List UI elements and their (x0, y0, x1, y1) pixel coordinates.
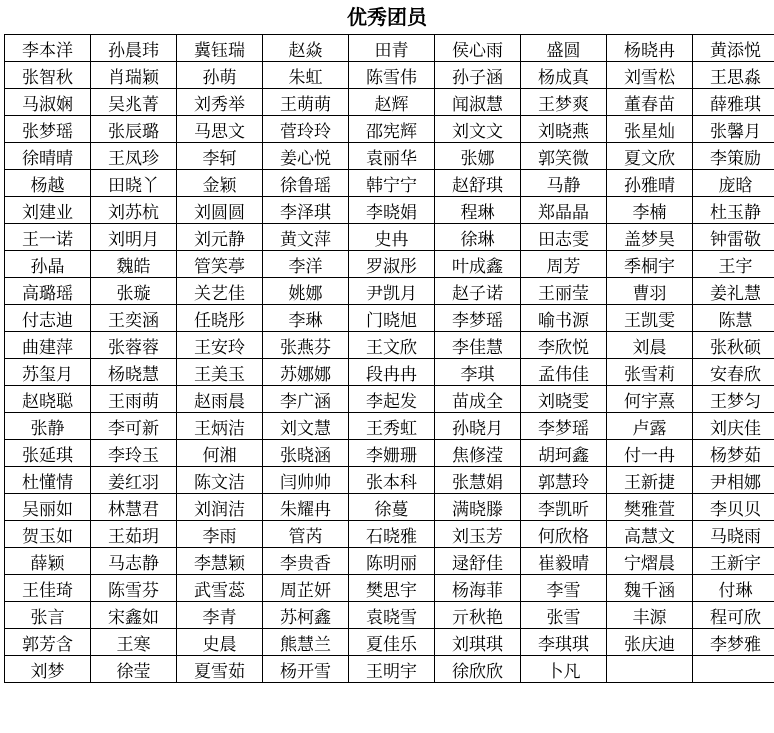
table-row (5, 62, 774, 89)
member-name-cell: 安春欣 (693, 359, 774, 386)
member-name-cell: 杜玉静 (693, 197, 774, 224)
member-name-cell: 刘晓燕 (521, 116, 607, 143)
member-name-cell: 张延琪 (5, 440, 91, 467)
member-name-cell: 王秀虹 (349, 413, 435, 440)
table-row (5, 494, 774, 521)
member-name-cell: 王文欣 (349, 332, 435, 359)
member-name-cell: 关艺佳 (177, 278, 263, 305)
member-name-cell: 李梦瑶 (435, 305, 521, 332)
member-name-cell: 刘晨 (607, 332, 693, 359)
member-name-cell: 刘秀举 (177, 89, 263, 116)
member-name-cell: 张梦瑶 (5, 116, 91, 143)
member-name-cell: 王新宇 (693, 548, 774, 575)
member-name-cell: 高慧文 (607, 521, 693, 548)
table-row (5, 251, 774, 278)
member-name-cell: 杨越 (5, 170, 91, 197)
member-name-cell: 苏柯鑫 (263, 602, 349, 629)
member-name-cell: 赵晓聪 (5, 386, 91, 413)
member-name-cell: 焦修滢 (435, 440, 521, 467)
table-row (5, 305, 774, 332)
member-name-cell (607, 656, 693, 683)
member-name-cell: 陈雪伟 (349, 62, 435, 89)
member-name-cell: 魏千涵 (607, 575, 693, 602)
member-name-cell: 李琳 (263, 305, 349, 332)
member-name-cell: 盖梦昊 (607, 224, 693, 251)
member-name-cell: 黄文萍 (263, 224, 349, 251)
member-name-cell: 袁晓雪 (349, 602, 435, 629)
member-name-cell: 李琪 (435, 359, 521, 386)
member-name-cell: 田志雯 (521, 224, 607, 251)
member-name-cell: 季桐宇 (607, 251, 693, 278)
member-name-cell: 魏皓 (91, 251, 177, 278)
member-name-cell: 张璇 (91, 278, 177, 305)
member-name-cell: 徐蔓 (349, 494, 435, 521)
member-name-cell: 张智秋 (5, 62, 91, 89)
member-name-cell (693, 656, 774, 683)
table-row (5, 197, 774, 224)
member-name-cell: 程可欣 (693, 602, 774, 629)
member-name-cell: 何宇熹 (607, 386, 693, 413)
member-name-cell: 薛雅琪 (693, 89, 774, 116)
member-name-cell: 郭笑微 (521, 143, 607, 170)
member-name-cell: 赵子诺 (435, 278, 521, 305)
member-name-cell: 王凯雯 (607, 305, 693, 332)
member-name-cell: 李欣悦 (521, 332, 607, 359)
member-name-cell: 卢露 (607, 413, 693, 440)
member-name-cell: 王宇 (693, 251, 774, 278)
member-name-cell: 武雪蕊 (177, 575, 263, 602)
member-name-cell: 徐琳 (435, 224, 521, 251)
member-name-cell: 逯舒佳 (435, 548, 521, 575)
member-name-cell: 刘琪琪 (435, 629, 521, 656)
member-name-cell: 闻淑慧 (435, 89, 521, 116)
member-name-cell: 刘雪松 (607, 62, 693, 89)
member-name-cell: 尹相娜 (693, 467, 774, 494)
member-name-cell: 田青 (349, 35, 435, 62)
page-title: 优秀团员 (347, 5, 427, 29)
table-row (5, 332, 774, 359)
member-name-cell: 夏文欣 (607, 143, 693, 170)
member-name-cell: 宁熠晨 (607, 548, 693, 575)
member-name-cell: 李琪琪 (521, 629, 607, 656)
roster-body (5, 35, 774, 683)
member-name-cell: 付琳 (693, 575, 774, 602)
member-name-cell: 陈慧 (693, 305, 774, 332)
member-name-cell: 满晓滕 (435, 494, 521, 521)
member-name-cell: 王佳琦 (5, 575, 91, 602)
member-name-cell: 李晓娟 (349, 197, 435, 224)
member-name-cell: 金颖 (177, 170, 263, 197)
member-name-cell: 王安玲 (177, 332, 263, 359)
member-name-cell: 马静 (521, 170, 607, 197)
member-name-cell: 董春苗 (607, 89, 693, 116)
member-name-cell: 韩宁宁 (349, 170, 435, 197)
member-name-cell: 李本洋 (5, 35, 91, 62)
table-row (5, 359, 774, 386)
member-name-cell: 闫帅帅 (263, 467, 349, 494)
table-row (5, 629, 774, 656)
member-name-cell: 孙晨玮 (91, 35, 177, 62)
member-name-cell: 徐鲁瑶 (263, 170, 349, 197)
member-name-cell: 石晓雅 (349, 521, 435, 548)
member-name-cell: 王一诺 (5, 224, 91, 251)
table-row (5, 386, 774, 413)
member-name-cell: 黄添悦 (693, 35, 774, 62)
member-name-cell: 田晓丫 (91, 170, 177, 197)
member-name-cell: 张馨月 (693, 116, 774, 143)
member-name-cell: 薛颖 (5, 548, 91, 575)
member-name-cell: 刘晓雯 (521, 386, 607, 413)
member-name-cell: 张星灿 (607, 116, 693, 143)
member-name-cell: 马志静 (91, 548, 177, 575)
member-name-cell: 张慧娟 (435, 467, 521, 494)
member-name-cell: 宋鑫如 (91, 602, 177, 629)
member-name-cell: 王茹玥 (91, 521, 177, 548)
member-name-cell: 王明宇 (349, 656, 435, 683)
member-name-cell: 杨开雪 (263, 656, 349, 683)
table-row (5, 467, 774, 494)
member-name-cell: 刘梦 (5, 656, 91, 683)
member-name-cell: 王凤珍 (91, 143, 177, 170)
member-name-cell: 孙晓月 (435, 413, 521, 440)
member-name-cell: 门晓旭 (349, 305, 435, 332)
member-name-cell: 吴丽如 (5, 494, 91, 521)
member-name-cell: 周芷妍 (263, 575, 349, 602)
member-name-cell: 孙晶 (5, 251, 91, 278)
member-name-cell: 陈雪芬 (91, 575, 177, 602)
member-name-cell: 曹羽 (607, 278, 693, 305)
member-name-cell: 程琳 (435, 197, 521, 224)
member-name-cell: 杨成真 (521, 62, 607, 89)
member-name-cell: 张晓涵 (263, 440, 349, 467)
member-name-cell: 张雪莉 (607, 359, 693, 386)
member-name-cell: 钟雷敬 (693, 224, 774, 251)
member-name-cell: 刘文文 (435, 116, 521, 143)
member-name-cell: 李梦雅 (693, 629, 774, 656)
member-name-cell: 任晓彤 (177, 305, 263, 332)
member-name-cell: 刘建业 (5, 197, 91, 224)
member-name-cell: 侯心雨 (435, 35, 521, 62)
member-name-cell: 张秋硕 (693, 332, 774, 359)
member-name-cell: 孙子涵 (435, 62, 521, 89)
member-name-cell: 赵雨晨 (177, 386, 263, 413)
member-name-cell: 史晨 (177, 629, 263, 656)
member-name-cell: 刘文慧 (263, 413, 349, 440)
member-name-cell: 张娜 (435, 143, 521, 170)
table-row (5, 143, 774, 170)
member-name-cell: 刘明月 (91, 224, 177, 251)
member-name-cell: 盛圆 (521, 35, 607, 62)
member-name-cell: 李梦瑶 (521, 413, 607, 440)
member-name-cell: 李广涵 (263, 386, 349, 413)
member-name-cell: 李青 (177, 602, 263, 629)
member-name-cell: 李可新 (91, 413, 177, 440)
member-name-cell: 夏佳乐 (349, 629, 435, 656)
member-name-cell: 张雪 (521, 602, 607, 629)
member-name-cell: 马淑娴 (5, 89, 91, 116)
member-name-cell: 丰源 (607, 602, 693, 629)
member-name-cell: 杨晓冉 (607, 35, 693, 62)
member-name-cell: 喻书源 (521, 305, 607, 332)
member-name-cell: 王丽莹 (521, 278, 607, 305)
member-name-cell: 王思淼 (693, 62, 774, 89)
member-name-cell: 徐莹 (91, 656, 177, 683)
member-name-cell: 刘元静 (177, 224, 263, 251)
member-name-cell: 李贵香 (263, 548, 349, 575)
member-name-cell: 樊雅萱 (607, 494, 693, 521)
member-name-cell: 袁丽华 (349, 143, 435, 170)
member-name-cell: 张辰璐 (91, 116, 177, 143)
member-name-cell: 庞晗 (693, 170, 774, 197)
member-name-cell: 罗淑彤 (349, 251, 435, 278)
member-name-cell: 张静 (5, 413, 91, 440)
member-name-cell: 周芳 (521, 251, 607, 278)
member-name-cell: 刘润洁 (177, 494, 263, 521)
member-name-cell: 王梦匀 (693, 386, 774, 413)
member-name-cell: 赵舒琪 (435, 170, 521, 197)
member-name-cell: 刘玉芳 (435, 521, 521, 548)
member-name-cell: 李轲 (177, 143, 263, 170)
member-name-cell: 王寒 (91, 629, 177, 656)
member-name-cell: 张言 (5, 602, 91, 629)
member-name-cell: 熊慧兰 (263, 629, 349, 656)
member-name-cell: 刘圆圆 (177, 197, 263, 224)
table-row (5, 413, 774, 440)
member-name-cell: 李雪 (521, 575, 607, 602)
member-name-cell: 付一冉 (607, 440, 693, 467)
table-row (5, 278, 774, 305)
member-name-cell: 叶成鑫 (435, 251, 521, 278)
member-name-cell: 杜懂情 (5, 467, 91, 494)
member-name-cell: 姜红羽 (91, 467, 177, 494)
member-name-cell: 冀钰瑞 (177, 35, 263, 62)
member-name-cell: 李泽琪 (263, 197, 349, 224)
member-name-cell: 管芮 (263, 521, 349, 548)
member-name-cell: 曲建萍 (5, 332, 91, 359)
member-name-cell: 何湘 (177, 440, 263, 467)
member-name-cell: 郭芳含 (5, 629, 91, 656)
member-name-cell: 崔毅晴 (521, 548, 607, 575)
table-row (5, 35, 774, 62)
member-name-cell: 苗成全 (435, 386, 521, 413)
member-name-cell: 王美玉 (177, 359, 263, 386)
member-name-cell: 孙萌 (177, 62, 263, 89)
member-name-cell: 卜凡 (521, 656, 607, 683)
table-row (5, 602, 774, 629)
member-name-cell: 姚娜 (263, 278, 349, 305)
member-name-cell: 李玲玉 (91, 440, 177, 467)
member-name-cell: 李策励 (693, 143, 774, 170)
member-name-cell: 刘苏杭 (91, 197, 177, 224)
member-name-cell: 陈明丽 (349, 548, 435, 575)
member-name-cell: 王雨萌 (91, 386, 177, 413)
member-name-cell: 杨晓慧 (91, 359, 177, 386)
member-name-cell: 杨海菲 (435, 575, 521, 602)
member-name-cell: 李姗珊 (349, 440, 435, 467)
member-name-cell: 朱耀冉 (263, 494, 349, 521)
table-row (5, 548, 774, 575)
member-name-cell: 李洋 (263, 251, 349, 278)
member-name-cell: 赵辉 (349, 89, 435, 116)
member-name-cell: 李楠 (607, 197, 693, 224)
member-name-cell: 李起发 (349, 386, 435, 413)
member-name-cell: 付志迪 (5, 305, 91, 332)
member-name-cell: 陈文洁 (177, 467, 263, 494)
member-name-cell: 郭慧玲 (521, 467, 607, 494)
member-name-cell: 贺玉如 (5, 521, 91, 548)
member-name-cell: 王新捷 (607, 467, 693, 494)
member-name-cell: 张燕芬 (263, 332, 349, 359)
member-name-cell: 李贝贝 (693, 494, 774, 521)
table-row (5, 440, 774, 467)
member-name-cell: 张蓉蓉 (91, 332, 177, 359)
member-name-cell: 林慧君 (91, 494, 177, 521)
member-name-cell: 段冉冉 (349, 359, 435, 386)
member-name-cell: 吴兆菁 (91, 89, 177, 116)
member-name-cell: 李雨 (177, 521, 263, 548)
member-name-cell: 高璐瑶 (5, 278, 91, 305)
member-name-cell: 王奕涵 (91, 305, 177, 332)
table-row (5, 575, 774, 602)
member-name-cell: 何欣格 (521, 521, 607, 548)
member-name-cell: 赵焱 (263, 35, 349, 62)
member-name-cell: 刘庆佳 (693, 413, 774, 440)
member-name-cell: 尹凯月 (349, 278, 435, 305)
member-name-cell: 苏娜娜 (263, 359, 349, 386)
table-row (5, 89, 774, 116)
member-name-cell: 李凯昕 (521, 494, 607, 521)
table-row (5, 224, 774, 251)
member-name-cell: 杨梦茹 (693, 440, 774, 467)
honor-roster-table (4, 34, 774, 683)
member-name-cell: 邵宪辉 (349, 116, 435, 143)
table-row (5, 521, 774, 548)
member-name-cell: 张庆迪 (607, 629, 693, 656)
member-name-cell: 马思文 (177, 116, 263, 143)
member-name-cell: 胡珂鑫 (521, 440, 607, 467)
member-name-cell: 李佳慧 (435, 332, 521, 359)
member-name-cell: 肖瑞颖 (91, 62, 177, 89)
member-name-cell: 孙雅晴 (607, 170, 693, 197)
member-name-cell: 姜礼慧 (693, 278, 774, 305)
table-row (5, 116, 774, 143)
table-row (5, 170, 774, 197)
member-name-cell: 马晓雨 (693, 521, 774, 548)
member-name-cell: 夏雪茹 (177, 656, 263, 683)
member-name-cell: 史冉 (349, 224, 435, 251)
member-name-cell: 李慧颖 (177, 548, 263, 575)
member-name-cell: 樊思宇 (349, 575, 435, 602)
member-name-cell: 王炳洁 (177, 413, 263, 440)
member-name-cell: 徐晴晴 (5, 143, 91, 170)
member-name-cell: 管笑葶 (177, 251, 263, 278)
table-row (5, 656, 774, 683)
member-name-cell: 苏玺月 (5, 359, 91, 386)
member-name-cell: 孟伟佳 (521, 359, 607, 386)
member-name-cell: 王梦爽 (521, 89, 607, 116)
member-name-cell: 郑晶晶 (521, 197, 607, 224)
member-name-cell: 徐欣欣 (435, 656, 521, 683)
member-name-cell: 张本科 (349, 467, 435, 494)
member-name-cell: 菅玲玲 (263, 116, 349, 143)
member-name-cell: 亓秋艳 (435, 602, 521, 629)
member-name-cell: 姜心悦 (263, 143, 349, 170)
member-name-cell: 朱虹 (263, 62, 349, 89)
member-name-cell: 王萌萌 (263, 89, 349, 116)
